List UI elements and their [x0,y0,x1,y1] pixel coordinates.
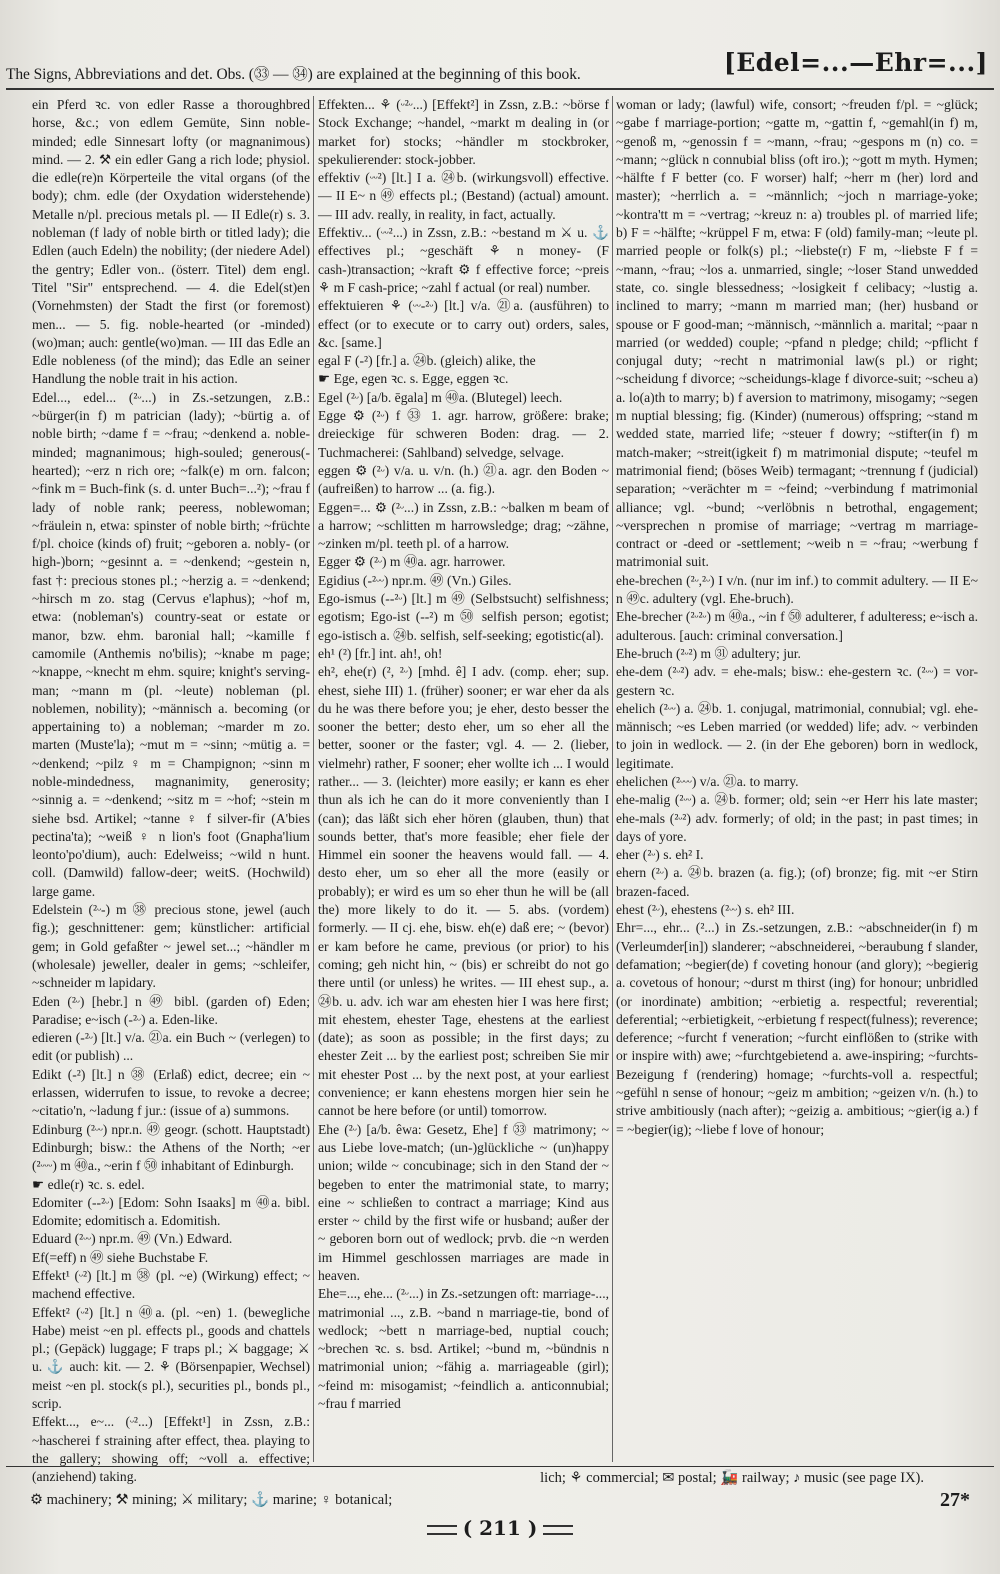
entry: eh¹ (²) [fr.] int. ah!, oh! [318,645,443,661]
entry: ehelich (²ᵕᵕ) a. ㉔b. 1. conjugal, matrimonial, connubial; vgl. ehe-männisch; ~es Leben married (or wedded) life; adv. ~ verbinden to join in wedlock. — 2. (in der Ehe geboren) born in wedlock, legitimate. [616,700,978,771]
page-header [6,48,994,90]
entry: ☛ edle(r) ꝛc. s. edel. [32,1176,145,1192]
page-number-text: ( 211 ) [462,1516,538,1540]
header-note: The Signs, Abbreviations and det. Obs. (㉝ — ㉞) are explained at the beginning of this book. [6,66,581,83]
column-divider [313,96,314,1462]
entry: Ehe-brecher (²ᵕ²ᵕ) m ㊵a., ~in f ㊿ adulterer, f adulteress; e~isch a. adulterous. [auch: criminal conversation.] [616,609,978,643]
entry: effektiv (ᵕᵕ²) [lt.] I a. ㉔b. (wirkungsvoll) effective. — II E~ n ㊾ effects pl.; (Bestand) (actual) amount. — III adv. really, in reality, in fact, actually. [318,170,609,222]
entry: Edelstein (²ᵕ-) m ㊳ precious stone, jewel (auch fig.); geschnittener: gem; künstlicher: artificial gem; in Gold gefaßter ~ jewel set...; ~händler m (wholesale) jeweller, dealer in gems; ~schleifer, ~schneider m lapidary. [32,902,310,991]
legend-line: ⚙ machinery; ⚒ mining; ⚔ military; ⚓ marine; ♀ botanical; [30,1492,393,1508]
entry: Eduard (²ᵕᵕ) npr.m. ㊾ (Vn.) Edward. [32,1231,233,1247]
entry: eh², ehe(r) (², ²ᵕ) [mhd. ê] I adv. (comp. eher; sup. ehest, siehe III) 1. (früher) sooner; er war eher da als du he was there before you; je eher, desto besser the sooner the better; desto eher, um so eher all the better, sooner or the faster; vgl. 4. — 2. (lieber, vielmehr) rather, F sooner; eher wollte ich ... I would rather... — 3. (leichter) more easily; er kann es eher thun als ich he can do it more conveniently than I (can); das läßt sich eher hören (glauben, thun) that sounds better, that's more feasible; eher fiele der Himmel ein sooner the heavens would fall. — 4. desto eher, um so eher all the more (easily or probably); er wird es um so eher thun he will be (all the) more likely to do it. — 5. abs. (vordem) formerly. — II cj. ehe, bisw. eh(e) daß ere; ~ (bevor) er kam before he came, previous (or prior) to his coming; geh nicht hin, ~ (bis) er schreibt do not go there until (or unless) he writes. — III ehest sup., a. ㉔b. u. adv. ich war am ehesten hier I was here first; mit ehestem, ehester Tage, ehestens at the earliest (date); as soon as possible; in the first days; zu ehester Zeit ... by the earliest post; schreiben Sie mir mit ehester Post ... by the next post, at your earliest convenience; er kann ehestens morgen hier sein he cannot be here before (or until) tomorrow. [318,664,609,1119]
signature-mark: 27* [940,1489,970,1511]
entry: Ef(=eff) n ㊾ siehe Buchstabe F. [32,1249,209,1265]
entry: Effekt² (ᵕ²) [lt.] n ㊵a. (pl. ~en) 1. (bewegliche Habe) meist ~en pl. effects pl., goods and chattels pl.; (Gepäck) luggage; F traps pl.; ⚔ baggage; ⚔ u. ⚓ auch: kit. — 2. ⚘ (Börsenpapier, Wechsel) meist ~en pl. stock(s pl.), securities pl., bonds pl., scrip. [32,1304,310,1412]
ornament-bar [543,1525,573,1535]
entry: Egge ⚙ (²ᵕ) f ㉝ 1. agr. harrow, größere: brake; dreieckige für schweren Boden: drag. — 2. Tuchmacherei: (Sahlband) selvedge, selvage. [318,408,609,460]
entry: Ego-ismus (--²ᵕ) [lt.] m ㊾ (Selbstsucht) selfishness; egotism; Ego-ist (--²) m ㊿ selfish person; egotist; ego-istisch a. ㉔b. selfish, self-seeking; egotistic(al). [318,591,609,643]
entry: ehe-dem (²ᵕ²) adv. = ehe-mals; bisw.: ehe-gestern ꝛc. (²ᵕᵕ) = vor-gestern ꝛc. [616,664,978,698]
entry: Ehr=..., ehr... (²...) in Zs.-setzungen, z.B.: ~abschneider(in f) m (Verleumder[in]) slanderer; ~abschneiderei, ~beraubung f slander, defamation; ~begier(de) f coveting honour (and glory); ~begierig a. covetous of honour; ~durst m thirst (ing) for honour; unbridled (or inordinate) ambition; ~erbietig a. respectful; reverential; deferential; ~erbietigkeit, ~erbietung f respect(fulness); reverence; deference; ~furcht f veneration; ~furcht einflößen to (strike with or inspire with) awe; ~furchtgebietend a. awe-inspiring; ~furchts-Bezeigung f (rendering) homage; ~furchts-voll a. respectful; ~gefühl n sense of honour; ~geiz m ambition; ~geizen v/n. (h.) to strive ambitiously (nach after); ~geizig a. ambitious; ~gier(ig a.) f = ~begier(ig); ~liebe f love of honour; [616,920,978,1137]
entry: egal F (-²) [fr.] a. ㉔b. (gleich) alike, the [318,353,536,369]
entry: Edinburg (²ᵕᵕ) npr.n. ㊾ geogr. (schott. Hauptstadt) Edinburgh; bisw.: the Athens of the North; ~er (²ᵕᵕᵕ) m ㊵a., ~erin f ㊿ inhabitant of Edinburgh. [32,1121,310,1174]
entry: edieren (-²ᵕ) [lt.] v/a. ㉑a. ein Buch ~ (verlegen) to edit (or publish) ... [32,1030,310,1064]
legend-line: lich; ⚘ commercial; ✉ postal; 🚂 railway; ♪ music (see page IX). [540,1470,924,1486]
column-right [616,96,978,1462]
entry: Edel..., edel... (²ᵕ...) in Zs.-setzungen, z.B.: ~bürger(in f) m patrician (lady); ~bürtig a. of noble birth; ~dame f = ~frau; ~denkend a. noble-minded; magnanimous; high-souled; generous(-hearted); ~erz n rich ore; ~falk(e) m orn. falcon; ~fink m = Buch-fink (s. d. unter Buch=...²); ~frau f lady of noble rank; peeress, noblewoman; ~fräulein n, etwa: spinster of noble birth; ~früchte f/pl. choice (kinds of) fruit; ~geboren a. nobly- (or high-)born; ~gesinnt a. = ~denkend; ~gestein n, fast †: precious stones pl.; ~herzig a. = ~denkend; ~hirsch m zo. stag (Cervus e'laphus); ~hof m, etwa: (nobleman's) country-seat or estate or manor, bzw. ehm. baronial hall; ~kamille f camomile (Anthemis no'bilis); ~knabe m page; ~knappe, ~knecht m ehm. squire; knight's serving-man; ~mann m (pl. ~leute) nobleman (pl. noblemen, nobility); ~männisch a. becoming (or appertaining to) a nobleman; ~marder m zo. marten (Muste'la); ~mut m = ~sinn; ~mütig a. = ~denkend; ~pilz ♀ m = Champignon; ~sinn m noble-mindedness, magnanimity, generosity; ~sinnig a. = ~denkend; ~sitz m = ~hof; ~stein m siehe bsd. Artikel; ~tanne ♀ f silver-fir (A'bies pectina'ta); ~weiß ♀ n lion's foot (Gnapha'lium leonto'po'dium), auch: Edelweiss; ~wild n hunt. coll. (Damwild) fallow-deer; weitS. (Hochwild) large game. [32,389,310,899]
entry: Egel (²ᵕ) [a/b. ēgala] m ㊵a. (Blutegel) leech. [318,389,563,405]
guide-words: [Edel=...—Ehr=...] [723,48,988,77]
entry: Egidius (-²ᵕᵕ) npr.m. ㊾ (Vn.) Giles. [318,572,512,588]
entry: Ehe=..., ehe... (²ᵕ...) in Zs.-setzungen oft: marriage-..., matrimonial ..., z.B. ~band n marriage-tie, bond of wedlock; ~bett n marriage-bed, nuptial couch; ~brechen ꝛc. s. bsd. Artikel; ~bund m, ~bündnis n matrimonial union; ~fähig a. marriageable (girl); ~feind m: misogamist; ~feindlich a. anticonnubial; ~frau f married [318,1286,609,1412]
entry: Eggen=... ⚙ (²ᵕ...) in Zssn, z.B.: ~balken m beam of a harrow; ~schlitten m harrowsledge; drag; ~zähne, ~zinken m/pl. teeth pl. of a harrow. [318,499,609,552]
symbol-legend [6,1466,994,1513]
entry: eher (²ᵕ) s. eh² I. [616,847,704,863]
entry: effektuieren ⚘ (ᵕᵕ-²ᵕ) [lt.] v/a. ㉑a. (ausführen) to effect (or to execute or to carry out) orders, sales, &c. [same.] [318,298,609,350]
entry: Effektiv... (ᵕᵕ²...) in Zssn, z.B.: ~bestand m ⚔ u. ⚓ effectives pl.; ~geschäft ⚘ n money- (F cash-)transaction; ~kraft ⚙ f effective force; ~preis ⚘ m F cash-price; ~zahl f actual (or real) number. [318,225,609,295]
column-left [32,96,310,1485]
entry: ehest (²ᵕ), ehestens (²ᵕᵕ) s. eh² III. [616,902,795,918]
entry: ☛ Ege, egen ꝛc. s. Egge, eggen ꝛc. [318,371,509,387]
entry: Effekten... ⚘ (ᵕ²ᵕ...) [Effekt²] in Zssn, z.B.: ~börse f Stock Exchange; ~handel, ~markt m dealing in (or market for) stocks; ~händler m stockbroker, spekulierender: stock-jobber. [318,97,609,167]
entry: Eden (²ᵕ) [hebr.] n ㊾ bibl. (garden of) Eden; Paradise; e~isch (-²ᵕ) a. Eden-like. [32,993,310,1027]
entry: Edikt (-²) [lt.] n ㊳ (Erlaß) edict, decree; ein ~ erlassen, widerrufen to issue, to revoke a decree; ~citatio'n, ~ladung f jur.: (issue of a) summons. [32,1066,310,1119]
entry: eggen ⚙ (²ᵕ) v/a. u. v/n. (h.) ㉑a. agr. den Boden ~ (aufreißen) to harrow ... (a. fig.). [318,462,609,497]
ornament-bar [427,1525,457,1535]
entry: Ehe (²ᵕ) [a/b. êwa: Gesetz, Ehe] f ㉝ matrimony; ~ aus Liebe love-match; (un-)glückliche ~ (un)happy union; wilde ~ concubinage; sich in den Stand der ~ begeben to enter the matrimonial state, to marry; eine ~ schließen to contract a marriage; Kind aus erster ~ child by the first wife or husband; außer der ~ geboren born out of wedlock; prvb. die ~n werden im Himmel geschlossen marriages are made in heaven. [318,1121,609,1283]
entry: Ehe-bruch (²ᵕ²) m ㉛ adultery; jur. [616,645,801,661]
entry: Effekt¹ (ᵕ²) [lt.] m ㊳ (pl. ~e) (Wirkung) effect; ~ machend effective. [32,1268,310,1302]
entry: Edomiter (--²ᵕ) [Edom: Sohn Isaaks] m ㊵a. bibl. Edomite; edomitisch a. Edomitish. [32,1194,310,1229]
column-divider [612,96,613,1462]
entry: woman or lady; (lawful) wife, consort; ~freuden f/pl. = ~glück; ~gabe f marriage-portion; ~gatte m, ~gattin f, ~gemahl(in f) m, ~genoß m, ~genossin f = ~mann, ~frau; ~gespons m (n) co. = ~mann; ~glück n connubial bliss (oft iro.); ~gott m myth. Hymen; ~hälfte f F better (co. F worser) half; ~herr m (her) lord and master); ~herrlich a. = ~männlich; ~joch n marriage-yoke; ~kontra'tt m = ~vertrag; ~kreuz n: a) troubles pl. of married life; b) F = ~hälfte; ~krüppel F m, etwa: F (old) family-man; ~leute pl. married people or folk(s) pl.; ~liebste(r) F m, ~liebste F f = ~mann, ~frau; ~los a. unmarried, single; ~loser Stand unwedded state, co. single blessedness; ~losigkeit f celibacy; ~lustig a. inclined to marry; ~mann m married man; (her) husband or spouse or F good-man; ~männisch, ~männlich a. marital; ~paar n married (or wedded) couple; ~pfand n pledge; child; ~pflicht f conjugal duty; ~recht n matrimonial law(s pl.) or right; ~scheidung f divorce; ~scheidungs-klage f divorce-suit; ~scheu a) a. lo(a)th to marry; b) f aversion to matrimony, misogamy; ~segen m nuptial blessing; fig. (Kinder) (numerous) offspring; ~stand m wedded state, married life; ~steuer f dowry; ~stifter(in f) m match-maker; ~streit(igkeit f) m matrimonial dispute; ~teufel m matrimonial fiend; (böses Weib) termagant; ~trennung f (judicial) separation; ~verächter m = ~feind; ~verbindung f matrimonial alliance; vgl. ~bund; ~verlöbnis n betrothal, engagement; ~versprechen n promise of marriage; ~vertrag m marriage-contract or -deed or -settlement; ~weib n = ~frau; ~werbung f matrimonial suit. [616,97,978,570]
entry: ehern (²ᵕ) a. ㉔b. brazen (a. fig.); (of) bronze; fig. mit ~er Stirn brazen-faced. [616,865,978,899]
entry: Effekt..., e~... (ᵕ²...) [Effekt¹] in Zssn, z.B.: ~hascherei f straining after effect, thea. playing to the gallery; showing off; ~voll a. effective; (anziehend) taking. [32,1414,310,1485]
entry: ein Pferd ꝛc. von edler Rasse a thoroughbred horse, &c.; von edlem Gemüte, Sinn noble-minded; edle Sinnesart lofty (or magnanimous) mind. — 2. ⚒ ein edler Gang a rich lode; physiol. die edle(re)n Körperteile the vital organs (of the body); chm. edle (der Oxydation widerstehende) Metalle n/pl. precious metals pl. — II Edle(r) s. 3. nobleman (f lady of noble birth or titled lady); die Edlen (auch Edeln) the nobility; (der niedere Adel) the gentry; Edler von.. (österr. Titel) dem engl. Titel "Sir" entsprechend. — 4. die Edel(st)en (Vornehmsten) der Stadt the first (or foremost) men... — 5. fig. noble-hearted (or -minded) (wo)man; auch: gentle(wo)man. — III das Edle an Edle nobleness (of the mind); das Edle an seiner Handlung the noble trait in his action. [32,97,310,387]
entry: ehe-brechen (²ᵕ,²ᵕ) I v/n. (nur im inf.) to commit adultery. — II E~ n ㊾c. adultery (vgl. Ehe-bruch). [616,572,978,607]
entry: Egger ⚙ (²ᵕ) m ㊵a. agr. harrower. [318,554,506,570]
page-number [420,1516,580,1540]
column-middle [318,96,609,1462]
entry: ehelichen (²ᵕᵕᵕ) v/a. ㉑a. to marry. [616,773,799,789]
entry: ehe-malig (²ᵕᵕ) a. ㉔b. former; old; sein ~er Herr his late master; ehe-mals (²ᵕ²) adv. formerly; of old; in the past; in past times; in days of yore. [616,792,978,844]
